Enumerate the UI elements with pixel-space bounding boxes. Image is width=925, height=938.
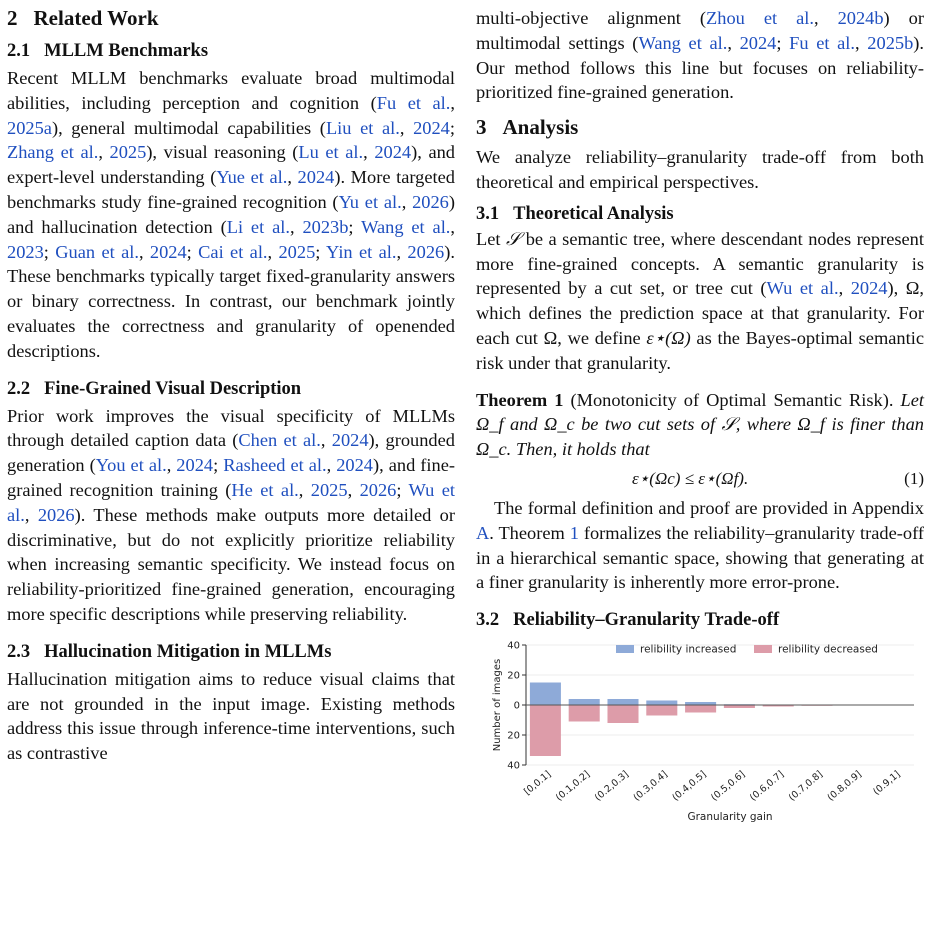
y-tick-label: 0: [513, 700, 520, 712]
subsection-title: Hallucination Mitigation in MLLMs: [44, 641, 332, 662]
citation-link[interactable]: Wu et al.: [766, 278, 839, 299]
citation-link[interactable]: Yu et al.: [338, 191, 402, 212]
text-run: ,: [289, 216, 303, 237]
text-run: Prior work improves the visual specificity of MLLMs through detailed caption data (: [7, 405, 455, 451]
x-tick-label: (0.9,1]: [871, 769, 903, 798]
subsection-title: Theoretical Analysis: [513, 203, 674, 224]
text-run: ,: [813, 8, 838, 28]
equation-expression: ε⋆(Ωc) ≤ ε⋆(Ωf).: [631, 468, 749, 488]
text-run: ;: [348, 216, 362, 237]
bar-decreased: [530, 705, 561, 756]
text-run: ,: [98, 142, 110, 163]
text-run: Hallucination mitigation aims to reduce visual claims that are not grounded in the input image. Existing methods address this issue through inference-time interventions, such as contrastive: [7, 668, 455, 764]
text-run: ,: [396, 241, 408, 262]
text-run: ,: [450, 92, 455, 113]
theorem-label: Theorem 1: [476, 389, 564, 410]
section-title: Related Work: [33, 6, 159, 30]
subsection-number: 3.1: [476, 203, 500, 224]
citation-link[interactable]: 2026: [37, 504, 75, 525]
x-tick-label: (0.3,0.4]: [631, 769, 670, 804]
subsection-title: Fine-Grained Visual Description: [44, 378, 302, 399]
citation-link[interactable]: 2026: [407, 241, 445, 262]
citation-link[interactable]: 2024: [176, 455, 214, 476]
citation-link[interactable]: 2024: [149, 241, 187, 262]
citation-link[interactable]: You et al.: [95, 455, 167, 476]
text-run: multi-objective alignment (: [476, 8, 707, 28]
section-heading-related-work: [7, 4, 455, 32]
text-run: ,: [326, 455, 337, 476]
citation-link[interactable]: Rasheed et al.: [223, 455, 327, 476]
paragraph-fine-grained: [7, 404, 455, 627]
citation-link[interactable]: Yin et al.: [326, 241, 397, 262]
y-axis-label: Number of images: [492, 658, 503, 752]
text-run: ,: [24, 504, 38, 525]
text-run: ,: [267, 241, 279, 262]
text-run: ;: [315, 241, 327, 262]
subsection-heading-theoretical: [476, 201, 924, 227]
citation-link[interactable]: 2025a: [7, 117, 52, 138]
citation-link[interactable]: 2025: [109, 142, 147, 163]
section-title: Analysis: [502, 115, 579, 140]
text-run: ,: [298, 479, 311, 500]
text-run: ;: [43, 241, 56, 262]
citation-link[interactable]: 2026: [412, 191, 449, 212]
text-run: Recent MLLM benchmarks evaluate broad multimodal abilities, including perception and cognition (: [7, 68, 455, 113]
subsection-title: Reliability–Granularity Trade-off: [513, 610, 780, 631]
paragraph-hallucination: [7, 667, 455, 766]
paragraph-after-theorem: [476, 496, 924, 595]
text-run: be a semantic tree, where descendant nodes represent more fine-grained concepts. A semantic granularity is represented by a cut set, or tree cut (: [476, 228, 924, 299]
x-tick-label: (0.1,0.2]: [553, 769, 593, 804]
legend-swatch: [754, 645, 772, 653]
right-column: [476, 0, 924, 828]
citation-link[interactable]: 2026: [359, 479, 397, 500]
granularity-chart: [476, 633, 924, 823]
citation-link[interactable]: Zhou et al.: [706, 8, 814, 28]
text-run: formalizes the reliability–granularity trade-off in a hierarchical semantic space, showing that generating at a finer granularity is inherently more error-prone.: [476, 522, 924, 593]
subsection-number: 2.3: [7, 641, 31, 662]
subsection-number: 3.2: [476, 610, 500, 631]
citation-link[interactable]: Fu et al.: [376, 92, 451, 113]
left-column: [7, 0, 455, 766]
x-tick-label: (0.6,0.7]: [747, 769, 787, 804]
bar-decreased: [685, 705, 716, 713]
theorem-1: [476, 388, 924, 462]
citation-link[interactable]: Liu et al.: [325, 117, 400, 138]
citation-link[interactable]: 2024: [374, 142, 412, 163]
text-run: ,: [138, 241, 150, 262]
text-run: ,: [450, 216, 456, 237]
bar-increased: [569, 699, 600, 705]
citation-link[interactable]: 2024: [739, 32, 777, 53]
subsection-title: MLLM Benchmarks: [44, 41, 209, 61]
citation-link[interactable]: 2025: [310, 479, 348, 500]
subsection-heading-fine-grained: [7, 376, 455, 402]
text-run: ) and hallucination detection (: [7, 191, 455, 237]
y-tick-label: 20: [507, 730, 520, 742]
text-run: The formal definition and proof are provided in Appendix: [494, 497, 924, 518]
citation-link[interactable]: Wang et al.: [638, 32, 728, 53]
x-tick-label: (0.7,0.8]: [786, 769, 825, 804]
citation-link[interactable]: 2024: [413, 117, 450, 138]
text-run: ), visual reasoning (: [146, 142, 299, 163]
x-axis-label: Granularity gain: [687, 811, 773, 824]
text-run: ;: [396, 479, 409, 500]
bar-decreased: [646, 705, 677, 716]
bar-increased: [607, 699, 638, 705]
citation-link[interactable]: 2023: [7, 241, 44, 262]
paragraph-continued: [476, 6, 924, 105]
text-run: ;: [776, 32, 790, 53]
text-run: ,: [727, 32, 740, 53]
text-run: ). These benchmarks typically target fixed-granularity answers or binary correctness. In contrast, our benchmark jointly evaluates the correctness and granularity of openended descriptions.: [7, 241, 455, 361]
legend-label: relibility increased: [640, 643, 737, 656]
citation-link[interactable]: 2025: [278, 241, 316, 262]
y-tick-label: 20: [507, 670, 520, 682]
text-run: ;: [449, 117, 455, 138]
equation-1: [476, 466, 924, 492]
citation-link[interactable]: Yue et al.: [216, 167, 288, 188]
citation-link[interactable]: Wang et al.: [361, 216, 451, 237]
subsection-number: 2.1: [7, 41, 31, 61]
x-tick-label: (0.4,0.5]: [670, 769, 709, 804]
math-symbol: ε⋆(Ω): [646, 327, 691, 348]
citation-link[interactable]: Lu et al.: [298, 142, 364, 163]
section-heading-analysis: [476, 113, 924, 141]
subsection-heading-tradeoff: [476, 607, 924, 633]
x-tick-label: (0.2,0.3]: [592, 769, 631, 804]
subsection-heading-mllm-benchmarks: [7, 38, 455, 64]
citation-link[interactable]: Wu et al.: [7, 479, 455, 525]
text-run: ;: [213, 455, 224, 476]
citation-link[interactable]: 2023b: [302, 216, 349, 237]
citation-link[interactable]: 1: [569, 522, 579, 543]
citation-link[interactable]: 2024: [336, 455, 373, 476]
text-run: We analyze reliability–granularity trade-off from both theoretical and empirical perspectives.: [476, 147, 924, 192]
text-run: ,: [838, 278, 851, 299]
subsection-heading-hallucination: [7, 639, 455, 665]
paragraph-mllm-benchmarks: [7, 66, 455, 364]
text-run: ,: [320, 430, 332, 451]
text-run: ), Ω, which defines the prediction space at that granularity. For each cut Ω, we define: [476, 278, 925, 348]
citation-link[interactable]: Fu et al.: [789, 32, 856, 53]
citation-link[interactable]: Guan et al.: [55, 241, 139, 262]
text-run: ), general multimodal capabilities (: [51, 117, 326, 138]
text-run: ), and expert-level understanding (: [7, 142, 455, 188]
citation-link[interactable]: He et al.: [231, 479, 299, 500]
section-number: 3: [476, 115, 487, 140]
section-number: 2: [7, 6, 18, 30]
equation-number: (1): [904, 468, 924, 488]
x-tick-label: (0.8,0.9]: [825, 769, 864, 804]
citation-link[interactable]: A: [476, 522, 490, 543]
theorem-statement: Let Ω_f and Ω_c be two cut sets of 𝒮, where Ω_f is finer than Ω_c. Then, it holds that: [476, 389, 924, 460]
y-tick-label: 40: [507, 640, 520, 652]
bar-increased: [530, 683, 561, 706]
theorem-name: (Monotonicity of Optimal Semantic Risk).: [563, 389, 901, 410]
legend-swatch: [616, 645, 634, 653]
paragraph-analysis: [476, 145, 924, 195]
citation-link[interactable]: 2024b: [837, 8, 884, 28]
text-run: ), grounded generation (: [7, 430, 455, 476]
citation-link[interactable]: Chen et al.: [238, 430, 321, 451]
citation-link[interactable]: 2024: [850, 278, 888, 299]
text-run: Let: [476, 228, 506, 249]
bar-decreased: [607, 705, 638, 723]
x-tick-label: (0.5,0.6]: [709, 769, 748, 804]
text-run: ). These methods make outputs more detailed or discriminative, but do not explicitly prioritize reliability when increasing semantic specificity. We instead focus on reliability-prioritized fine-grained generation, encouraging more specific descriptions while preserving reliability.: [7, 504, 455, 624]
text-run: . Theorem: [489, 522, 570, 543]
legend-label: relibility decreased: [778, 643, 878, 656]
paragraph-theoretical: [476, 227, 924, 376]
citation-link[interactable]: Cai et al.: [198, 241, 268, 262]
citation-link[interactable]: 2025b: [867, 32, 914, 53]
math-symbol: 𝒮: [505, 228, 521, 249]
text-run: ,: [347, 479, 360, 500]
text-run: ,: [401, 191, 413, 212]
y-tick-label: 40: [507, 760, 520, 772]
text-run: ,: [855, 32, 868, 53]
subsection-number: 2.2: [7, 378, 31, 399]
text-run: as the Bayes-optimal semantic risk under that granularity.: [476, 327, 924, 373]
text-run: ). Our method follows this line but focuses on reliability-prioritized fine-grained generation.: [476, 32, 925, 103]
citation-link[interactable]: 2024: [331, 430, 369, 451]
text-run: ,: [166, 455, 177, 476]
citation-link[interactable]: Zhang et al.: [7, 142, 99, 163]
bar-decreased: [569, 705, 600, 722]
text-run: ) or multimodal settings (: [476, 8, 924, 53]
text-run: ;: [186, 241, 199, 262]
bar-increased: [646, 701, 677, 706]
citation-link[interactable]: 2024: [297, 167, 335, 188]
x-tick-label: [0,0.1]: [522, 769, 554, 798]
text-run: ,: [399, 117, 414, 138]
text-run: ,: [363, 142, 375, 163]
text-run: ,: [287, 167, 298, 188]
text-run: ). More targeted benchmarks study fine-grained recognition (: [7, 167, 455, 212]
citation-link[interactable]: Li et al.: [226, 216, 290, 237]
text-run: ), and fine-grained recognition training (: [7, 455, 455, 500]
